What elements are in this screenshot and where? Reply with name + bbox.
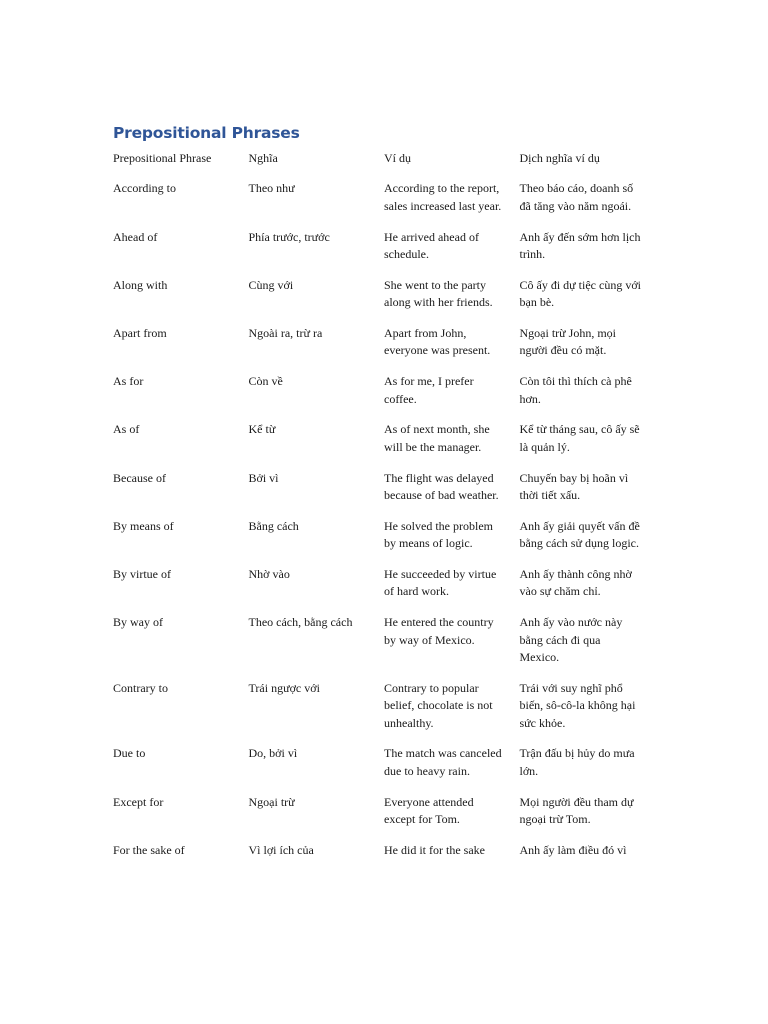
phrase-cell: Along with xyxy=(113,277,168,292)
translation-cell: Kể từ tháng sau, cô ấy sẽ là quản lý. xyxy=(519,422,640,454)
phrase-cell: As of xyxy=(113,422,140,437)
phrase-cell: Ahead of xyxy=(113,229,158,244)
translation-cell: Anh ấy đến sớm hơn lịch trình. xyxy=(519,229,641,262)
example-cell: As of next month, she will be the manager. xyxy=(384,422,490,454)
table-row xyxy=(113,180,653,215)
table-row xyxy=(113,566,653,601)
example-cell: The match was canceled due to heavy rain. xyxy=(384,746,502,778)
meaning-cell: Do, bởi vì xyxy=(248,746,298,761)
meaning-cell: Trái ngược với xyxy=(248,680,320,695)
example-cell: As for me, I prefer coffee. xyxy=(384,374,474,406)
table-row xyxy=(113,421,653,456)
table-row xyxy=(113,470,653,505)
meaning-cell: Theo như xyxy=(248,181,295,196)
phrase-cell: Due to xyxy=(113,746,146,761)
phrase-cell: By way of xyxy=(113,615,163,630)
phrase-cell: Because of xyxy=(113,470,166,485)
phrase-cell: Apart from xyxy=(113,326,167,341)
example-cell: Apart from John, everyone was present. xyxy=(384,326,491,358)
table-row xyxy=(113,277,653,312)
table-row xyxy=(113,842,653,859)
meaning-cell: Ngoại trừ xyxy=(248,794,295,809)
example-cell: He succeeded by virtue of hard work. xyxy=(384,567,497,599)
example-cell: He entered the country by way of Mexico. xyxy=(384,615,494,647)
meaning-cell: Theo cách, bằng cách xyxy=(248,615,353,630)
meaning-cell: Nhờ vào xyxy=(248,567,290,582)
document-title: Prepositional Phrases xyxy=(113,124,300,142)
meaning-cell: Phía trước, trước xyxy=(248,229,330,244)
table-row xyxy=(113,518,653,553)
example-cell: Contrary to popular belief, chocolate is not unhealthy. xyxy=(384,680,493,730)
phrase-cell: Contrary to xyxy=(113,680,168,695)
example-cell: Everyone attended except for Tom. xyxy=(384,794,474,827)
table-header-row xyxy=(113,150,653,167)
meaning-cell: Ngoài ra, trừ ra xyxy=(248,326,323,341)
translation-cell: Trái với suy nghĩ phổ biến, sô-cô-la không hại sức khỏe. xyxy=(519,680,636,730)
translation-cell: Anh ấy thành công nhờ vào sự chăm chỉ. xyxy=(519,567,632,599)
phrases-table xyxy=(113,150,653,873)
example-cell: He arrived ahead of schedule. xyxy=(384,229,479,262)
header-prepositional-phrase: Prepositional Phrase xyxy=(113,151,212,165)
header-meaning: Nghĩa xyxy=(248,151,278,165)
meaning-cell: Kể từ xyxy=(248,422,276,437)
table-row xyxy=(113,325,653,360)
translation-cell: Anh ấy giải quyết vấn đề bằng cách sử dụng logic. xyxy=(519,518,640,551)
phrase-cell: By means of xyxy=(113,518,174,533)
example-cell: He solved the problem by means of logic. xyxy=(384,518,493,551)
translation-cell: Chuyến bay bị hoãn vì thời tiết xấu. xyxy=(519,470,629,503)
example-cell: He did it for the sake xyxy=(384,842,485,857)
translation-cell: Anh ấy vào nước này bằng cách đi qua Mexico. xyxy=(519,615,623,665)
meaning-cell: Bằng cách xyxy=(248,518,299,533)
meaning-cell: Bởi vì xyxy=(248,470,279,485)
meaning-cell: Còn về xyxy=(248,374,283,389)
table-row xyxy=(113,614,653,666)
phrase-cell: By virtue of xyxy=(113,567,171,582)
translation-cell: Ngoại trừ John, mọi người đều có mặt. xyxy=(519,326,616,358)
translation-cell: Còn tôi thì thích cà phê hơn. xyxy=(519,374,632,406)
phrase-cell: Except for xyxy=(113,794,164,809)
table-row xyxy=(113,745,653,780)
phrase-cell: As for xyxy=(113,374,144,389)
translation-cell: Theo báo cáo, doanh số đã tăng vào năm ngoái. xyxy=(519,181,634,213)
example-cell: The flight was delayed because of bad weather. xyxy=(384,470,499,503)
meaning-cell: Vì lợi ích của xyxy=(248,842,314,857)
translation-cell: Trận đấu bị hủy do mưa lớn. xyxy=(519,746,635,778)
table-row xyxy=(113,794,653,829)
header-example-translation: Dịch nghĩa ví dụ xyxy=(519,151,600,165)
table-row xyxy=(113,229,653,264)
table-row xyxy=(113,680,653,732)
table-row xyxy=(113,373,653,408)
phrase-cell: For the sake of xyxy=(113,842,185,857)
example-cell: She went to the party along with her friends. xyxy=(384,277,493,310)
example-cell: According to the report, sales increased last year. xyxy=(384,181,502,213)
meaning-cell: Cùng với xyxy=(248,277,294,292)
translation-cell: Cô ấy đi dự tiệc cùng với bạn bè. xyxy=(519,277,641,310)
header-example: Ví dụ xyxy=(384,151,411,165)
phrase-cell: According to xyxy=(113,181,176,196)
translation-cell: Anh ấy làm điều đó vì xyxy=(519,842,627,857)
translation-cell: Mọi người đều tham dự ngoại trừ Tom. xyxy=(519,794,634,827)
